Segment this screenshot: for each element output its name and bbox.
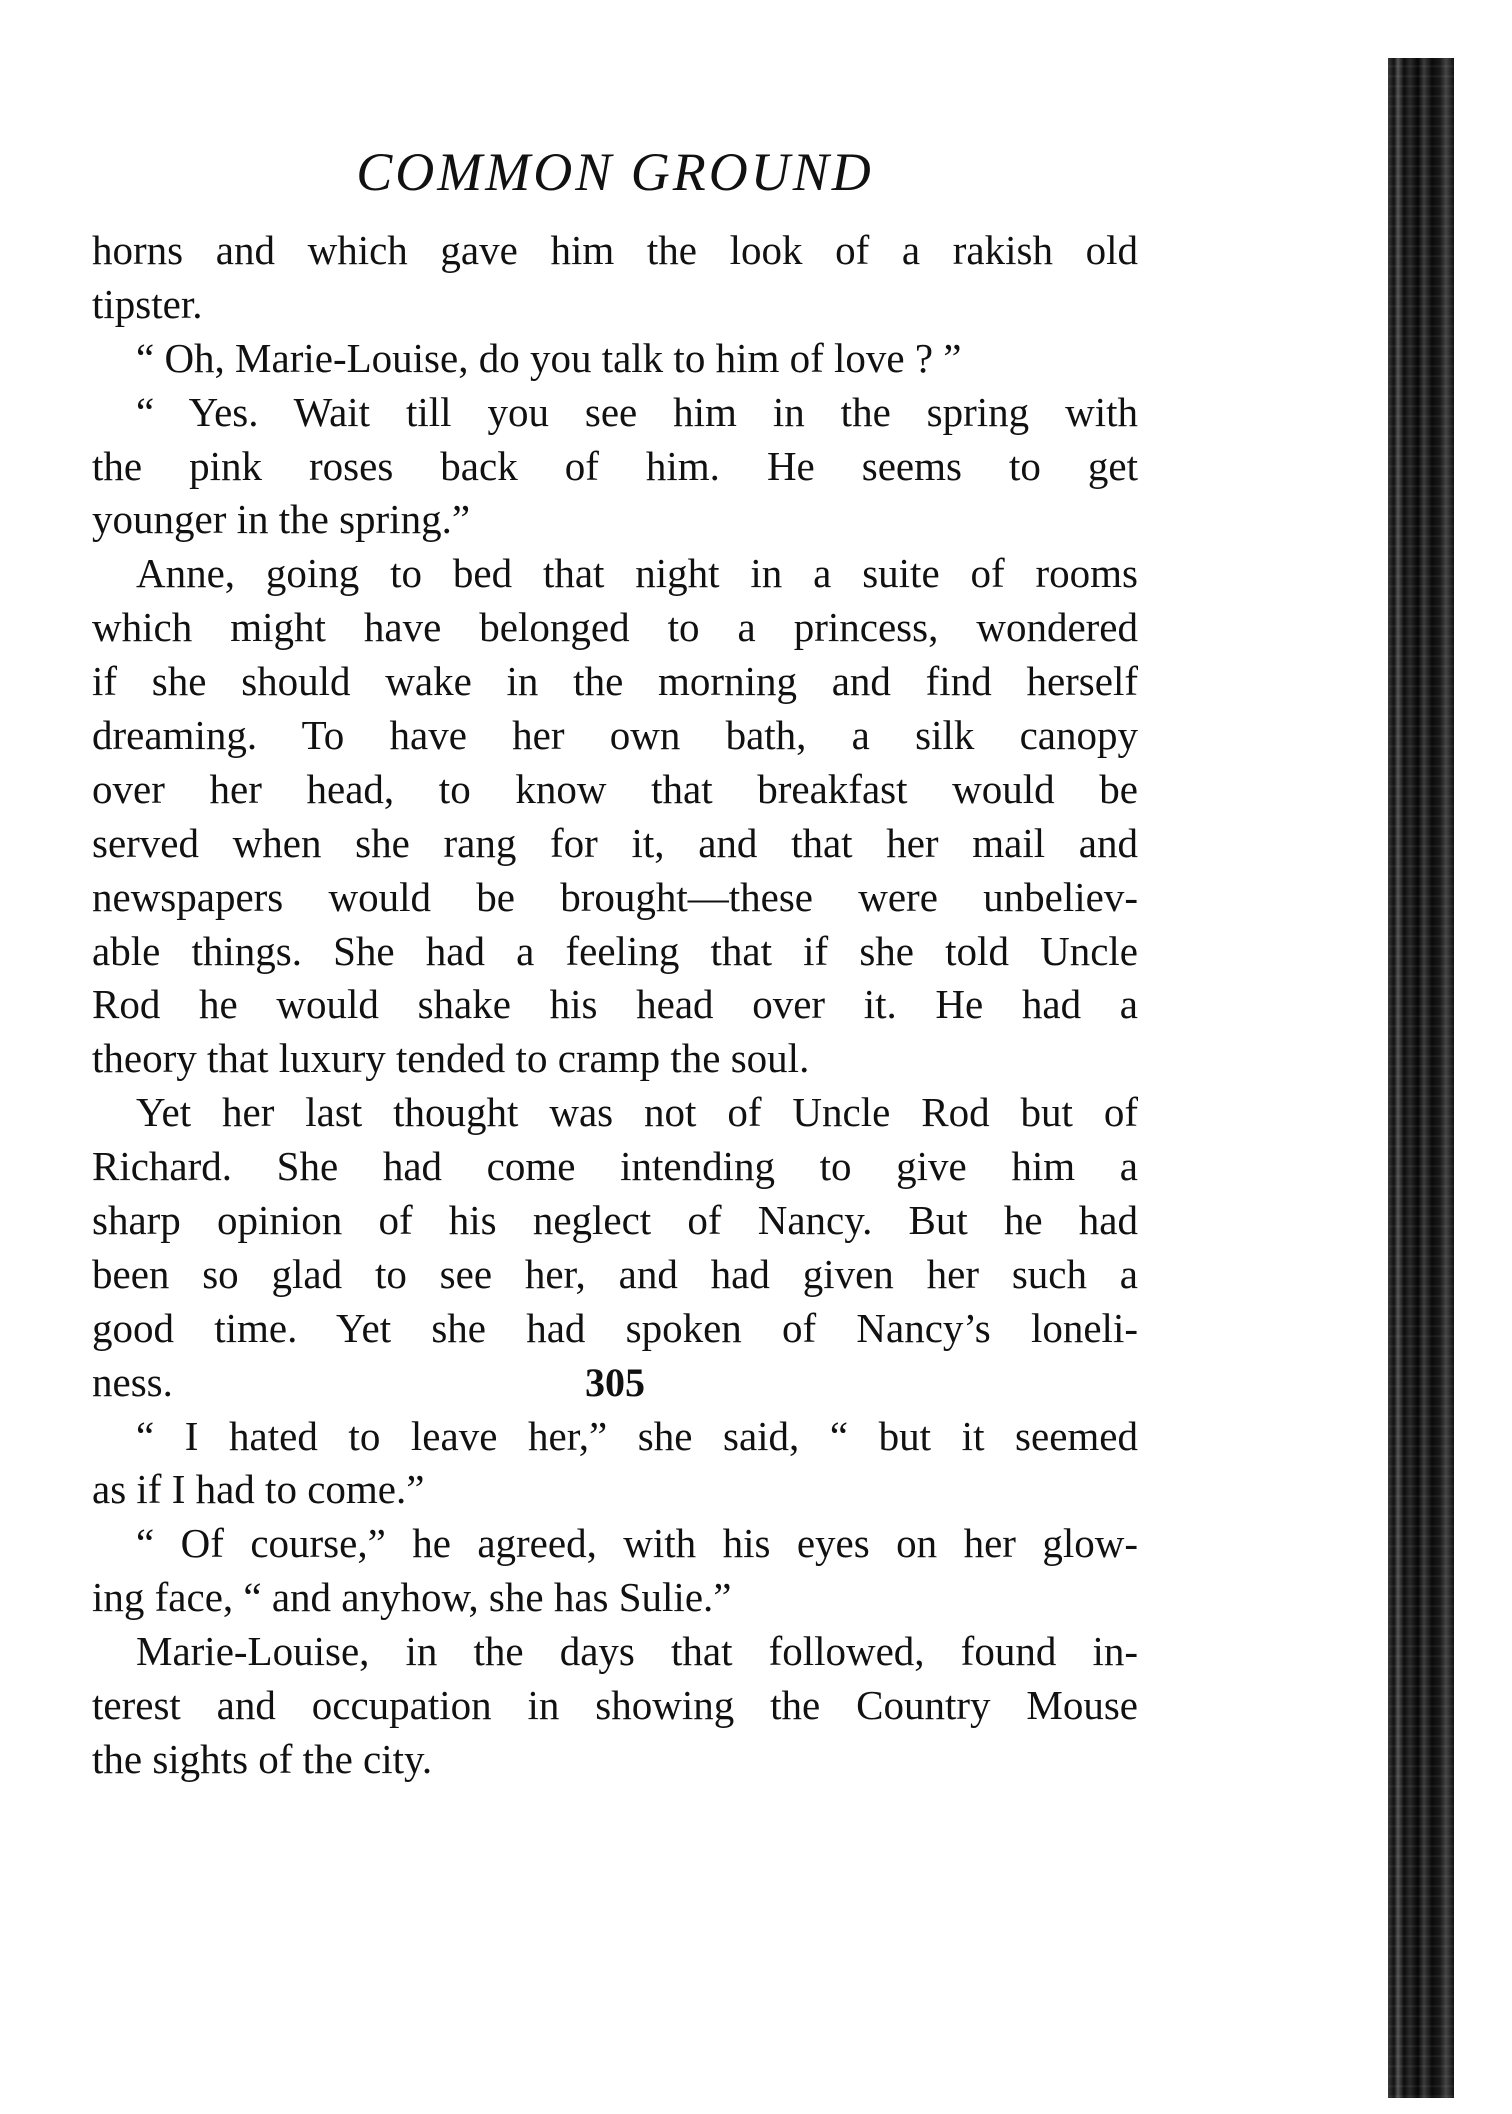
text-line: able things. She had a feeling that if she told Uncle [92,927,1138,974]
text-line: tipster. [92,280,203,327]
text-line: dreaming. To have her own bath, a silk canopy [92,712,1138,759]
text-line: horns and which gave him the look of a rakish old [92,227,1138,273]
text-line: which might have belonged to a princess, wondered [92,604,1138,651]
text-line: if she should wake in the morning and find herself [92,658,1138,705]
text-line: been so glad to see her, and had given her such a [92,1250,1138,1297]
text-line: Marie-Louise, in the days that followed, found in- [136,1628,1138,1675]
text-line: “ Yes. Wait till you see him in the spring with [136,388,1138,435]
running-head: COMMON GROUND [356,142,874,202]
text-line: theory that luxury tended to cramp the soul. [92,1035,810,1082]
text-line: Anne, going to bed that night in a suite of rooms [136,550,1138,597]
body-text [92,224,1138,1787]
text-line: the sights of the city. [92,1735,433,1782]
text-line: the pink roses back of him. He seems to get [92,442,1138,489]
text-line: served when she rang for it, and that her mail and [92,819,1138,866]
text-line: ing face, “ and anyhow, she has Sulie.” [92,1574,732,1621]
book-binding-edge [1388,58,1454,2098]
text-line: Rod he would shake his head over it. He had a [92,981,1138,1028]
text-line: as if I had to come.” [92,1466,425,1513]
text-line: good time. Yet she had spoken of Nancy’s loneli- [92,1304,1138,1351]
text-line: sharp opinion of his neglect of Nancy. But he had [92,1197,1138,1244]
page-number: 305 [585,1360,645,1405]
text-line: over her head, to know that breakfast would be [92,765,1138,812]
text-line: Richard. She had come intending to give him a [92,1143,1138,1190]
text-line: newspapers would be brought—these were unbeliev- [92,873,1138,920]
text-line: “ I hated to leave her,” she said, “ but it seemed [136,1412,1138,1459]
text-line: younger in the spring.” [92,496,471,543]
text-line: “ Oh, Marie-Louise, do you talk to him of love ? ” [136,334,962,381]
text-line: terest and occupation in showing the Country Mouse [92,1682,1138,1729]
text-line: Yet her last thought was not of Uncle Rod but of [136,1089,1138,1136]
text-line: ness. [92,1358,173,1405]
text-line: “ Of course,” he agreed, with his eyes on her glow- [136,1520,1138,1567]
